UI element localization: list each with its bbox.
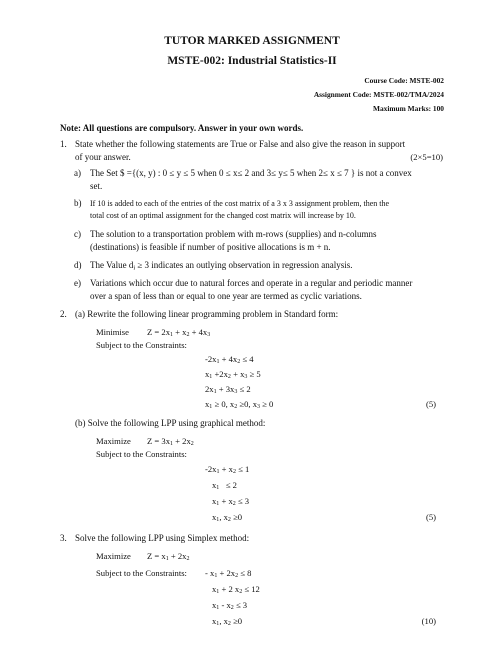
constraint: $x_1 +2x_2 + x_3 \ge 5$: [205, 369, 261, 381]
statement-text: The Value $d_i \ge 3$ indicates an outlying observation in regression analysis.: [90, 260, 353, 272]
statement-text: The Set $ ={(x, y) : 0 ≤ y ≤ 5 when 0 ≤ x≤ 2 and 3≤ y≤ 5 when 2≤ x ≤ 7 } is not a convex: [90, 168, 412, 178]
constraint: $2x_1 + 3x_3 \le 2$: [205, 384, 251, 396]
question-text: State whether the following statements are True or False and also give the reason in support: [75, 139, 406, 149]
constraint: $-2x_1 + 4x_2 \le 4$: [205, 354, 254, 366]
maximum-marks: Maximum Marks: 100: [372, 104, 444, 113]
statement-text: total cost of an optimal assignment for the changed cost matrix will increase by 10.: [90, 211, 356, 220]
constraint: $x_1 - x_2 \le 3$: [212, 600, 248, 612]
item-label: e): [74, 278, 81, 288]
question-marks: (10): [421, 616, 436, 626]
item-label: a): [74, 168, 81, 178]
question-text: (b) Solve the following LPP using graphical method:: [75, 418, 266, 428]
objective-word: Maximize: [96, 436, 131, 446]
constraint: $x_1 + x_2 \le 3$: [212, 496, 250, 508]
objective-word: Maximize: [96, 551, 131, 561]
objective-word: Minimise: [96, 327, 129, 337]
item-label: b): [74, 198, 82, 208]
item-label: d): [74, 260, 82, 270]
question-number: 3.: [60, 533, 67, 543]
question-text: (a) Rewrite the following linear programming problem in Standard form:: [75, 309, 339, 319]
question-text: of your answer.: [75, 152, 131, 162]
statement-text: over a span of less than or equal to one year are termed as cyclic variations.: [90, 291, 362, 301]
statement-text: If 10 is added to each of the entries of the cost matrix of a 3 x 3 assignment problem, then the: [90, 199, 390, 208]
objective-function: $Z = x_1 + 2x_2$: [147, 551, 190, 563]
question-marks: (5): [425, 512, 436, 522]
constraint: - $x_1 + 2x_2 \le 8$: [205, 568, 252, 580]
constraint: $x_1 + 2$ $x_2 \le 12$: [212, 584, 260, 596]
objective-function: $Z = 2x_1 + x_2 + 4x_3$: [147, 327, 211, 339]
constraint: $x_1 \ge 0$, $x_2 \ge 0$, $x_3 \ge 0$: [205, 399, 274, 411]
question-text: Solve the following LPP using Simplex method:: [75, 533, 250, 543]
document-subtitle: MSTE-002: Industrial Statistics-II: [167, 55, 337, 67]
item-label: c): [74, 229, 81, 239]
statement-text: Variations which occur due to natural forces and operate in a regular and periodic manner: [90, 278, 413, 288]
question-number: 1.: [60, 139, 67, 149]
statement-text: The solution to a transportation problem with m-rows (supplies) and n-columns: [90, 229, 377, 239]
question-marks: (2×5=10): [410, 152, 443, 162]
constraint: $x_1$, $x_2 \ge 0$: [212, 512, 243, 524]
constraint: $x_1$, $x_2 \ge 0$: [212, 616, 243, 628]
assignment-code: Assignment Code: MSTE-002/TMA/2024: [313, 90, 444, 99]
constraints-label: Subject to the Constraints:: [96, 568, 187, 578]
document-title: TUTOR MARKED ASSIGNMENT: [164, 35, 340, 47]
question-number: 2.: [60, 309, 67, 319]
constraints-label: Subject to the Constraints:: [96, 340, 187, 350]
statement-text: set.: [90, 181, 103, 191]
question-marks: (5): [425, 399, 436, 409]
constraint: $-2x_1 + x_2 \le 1$: [205, 464, 250, 476]
course-code: Course Code: MSTE-002: [364, 76, 444, 85]
objective-function: $Z = 3x_1 + 2x_2$: [147, 436, 194, 448]
constraint: $x_1 \le 2$: [212, 480, 237, 492]
constraints-label: Subject to the Constraints:: [96, 449, 187, 459]
statement-text: (destinations) is feasible if number of positive allocations is m + n.: [90, 242, 331, 252]
instructions-note: Note: All questions are compulsory. Answer in your own words.: [60, 123, 304, 133]
